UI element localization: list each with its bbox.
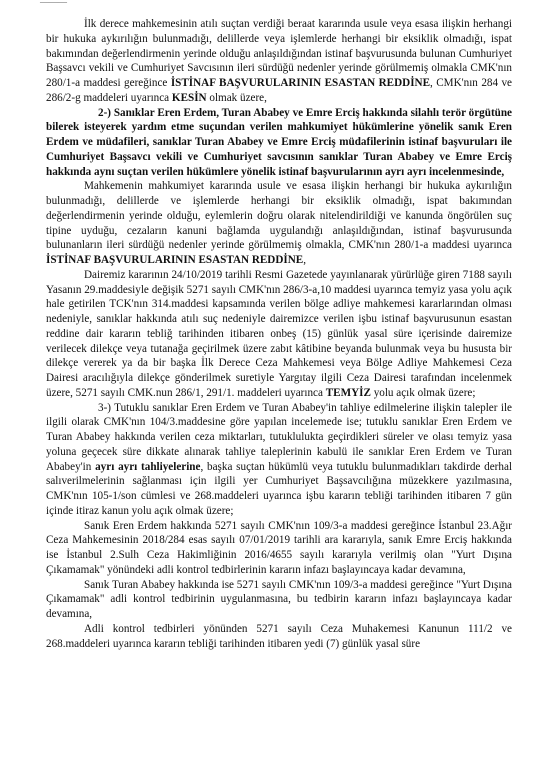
paragraph-p2 [46,106,512,180]
bold-text-run: 2-) Sanıklar Eren Erdem, Turan Ababey ve Emre Erciş hakkında silahlı terör örgütüne bilerek isteyerek yardım etme suçundan verilen mahkumiyet hükümlerine yönelik sanık Eren Erdem ve müdafileri, sanıklar Turan Ababey ve Emre Erciş müdafilerinin istinaf başvuruları ile Cumhuriyet Başsavcı vekili ve Cumhuriyet savcısının sanıklar Turan Ababey ve Emre Erciş hakkında aynı suçtan verilen hükümlere yönelik istinaf başvurularının ayrı ayrı incelenmesinde, [46,106,512,178]
paragraph-p3 [46,179,512,268]
text-run: , [303,254,307,266]
text-run: , başka suçtan hükümlü veya tutuklu bulunmadıkları takdirde derhal salıverilmelerinin sağlanması için ilgili yer Cumhuriyet Başsavcılığına müzekkere yazılmasına, CMK'nın 105-1/son cümlesi ve 268.maddeleri uyarınca işbu kararın tebliği tarihinden itibaren 7 gün içinde itiraz kanun yolu açık olmak üzere; [46,460,512,517]
bold-text-run: KESİN [171,91,207,104]
document-body [46,17,512,651]
bold-text-run: İSTİNAF BAŞVURULARININ ESASTAN REDDİNE [170,77,431,89]
text-run: Sanık Turan Ababey hakkında ise 5271 sayılı CMK'nın 109/3-a maddesi gereğince "Yurt Dışına Çıkamamak" adli kontrol tedbirinin uygulanmasına, bu tedbirin kararın infazı başlayıncaya kadar devamına, [46,578,512,620]
text-run: Sanık Eren Erdem hakkında 5271 sayılı CMK'nın 109/3-a maddesi gereğince İstanbul 23.Ağır Ceza Mahkemesinin 2018/284 esas sayılı 07/01/2019 tarihli ara kararıyla, sanık Emre Erciş hakkında ise İstanbul 2.Sulh Ceza Hakimliğinin 2016/4655 sayılı kararıyla verilmiş olan "Yurt Dışına Çıkamamak" yönündeki adli kontrol tedbirlerinin kararın infazı başlayıncaya kadar devamına, [46,519,512,576]
bold-text-run: İSTİNAF BAŞVURULARININ ESASTAN REDDİNE [46,254,304,266]
bold-text-run: ayrı ayrı tahliyelerine [95,460,201,473]
bold-text-run: TEMYİZ [325,386,371,399]
text-run: İlk derece mahkemesinin atılı suçtan verdiği beraat kararında usule veya esasa ilişkin herhangi bir hukuka aykırılığın bulunmadığı, delillerde veya işlemlerde herhangi bir eksiklik olmadığı, ispat bakımından değerlendirmenin yerinde olduğu anlaşıldığından istinaf başvurusunda bulunan Cumhuriyet Başsavcı vekili ve Cumhuriyet Savcısının ileri sürdüğü nedenler yerinde görülmemiş olmakla CMK'nın 280/1-a maddesi gereğince [46,18,512,89]
text-run: yolu açık olmak üzere; [370,386,476,399]
text-run: olmak üzere, [206,91,267,104]
text-run: Mahkemenin mahkumiyet kararında usule ve esasa ilişkin herhangi bir hukuka aykırılığın bulunmadığı, delillerde ve işlemlerde herhangi bir eksiklik olmadığı, ispat bakımından değerlendirmenin yerinde olduğu, eylemlerin doğru olarak nitelendirildiği ve kanunda öngörülen suç tipine uyduğu, cezaların kanuni bağlamda uygulandığı anlaşıldığından, istinaf başvurusunda bulunanların ileri sürdüğü nedenler yerinde görülmemiş olmakla, CMK'nın 280/1-a maddesi uyarınca [46,180,512,252]
header-fragment: ——— [40,0,67,7]
paragraph-p7 [46,578,512,622]
text-run: Dairemiz kararının 24/10/2019 tarihli Resmi Gazetede yayınlanarak yürürlüğe giren 7188 sayılı Yasanın 29.maddesiyle değişik 5271 sayılı CMK'nın 286/3-a,10 maddesi uyarınca temyiz yasa yolu açık hale getirilen TCK'nın 314.maddesi kapsamında verilen bölge adliye mahkemesi kararlarından olması nedeniyle, sanıklar hakkında atılı suç nedeniyle dairemizce verilen işbu istinaf başvurusunun esastan reddine dair kararın tebliğ tarihinden itibaren onbeş (15) günlük yasal süre içerisinde dairemize verilecek dilekçe veya tutanağa geçirilmek üzere zabıt kâtibine beyanda bulunmak veya bu hususta bir dilekçe vererek ya da bir başka İlk Derece Ceza Mahkemesi veya Bölge Adliye Mahkemesi Ceza Dairesi aracılığıyla dilekçe gönderilmek suretiyle Yargıtay ilgili Ceza Dairesi tarafından incelenmek üzere, 5271 sayılı CMK.nun 286/1, 291/1. maddeleri uyarınca [46,268,512,399]
text-run: 3-) Tutuklu sanıklar Eren Erdem ve Turan Ababey'in tahliye edilmelerine ilişkin talepler ile ilgili olarak CMK'nın 104/3.maddesine göre yapılan incelemede ise; tutuklu sanıklar Eren Erdem ve Turan Ababey hakkında verilen ceza miktarları, tutuklulukta geçirdikleri süreler ve olası temyiz yasa yoluna geçecek süre dikkate alınarak tahliye taleplerinin kabulü ile sanıklar Eren Erdem ve Turan Ababey'in [46,401,512,473]
text-run: Adli kontrol tedbirleri yönünden 5271 sayılı Ceza Muhakemesi Kanunun 111/2 ve 268.maddeleri uyarınca kararın tebliği tarihinden itibaren yedi (7) günlük yasal süre [46,622,512,650]
paragraph-p4 [46,268,512,401]
paragraph-p1 [46,17,512,106]
paragraph-p5 [46,401,512,519]
text-run: , CMK'nın 284 ve 286/2-g maddeleri uyarınca [46,77,512,104]
paragraph-p6 [46,519,512,578]
paragraph-p8 [46,622,512,652]
